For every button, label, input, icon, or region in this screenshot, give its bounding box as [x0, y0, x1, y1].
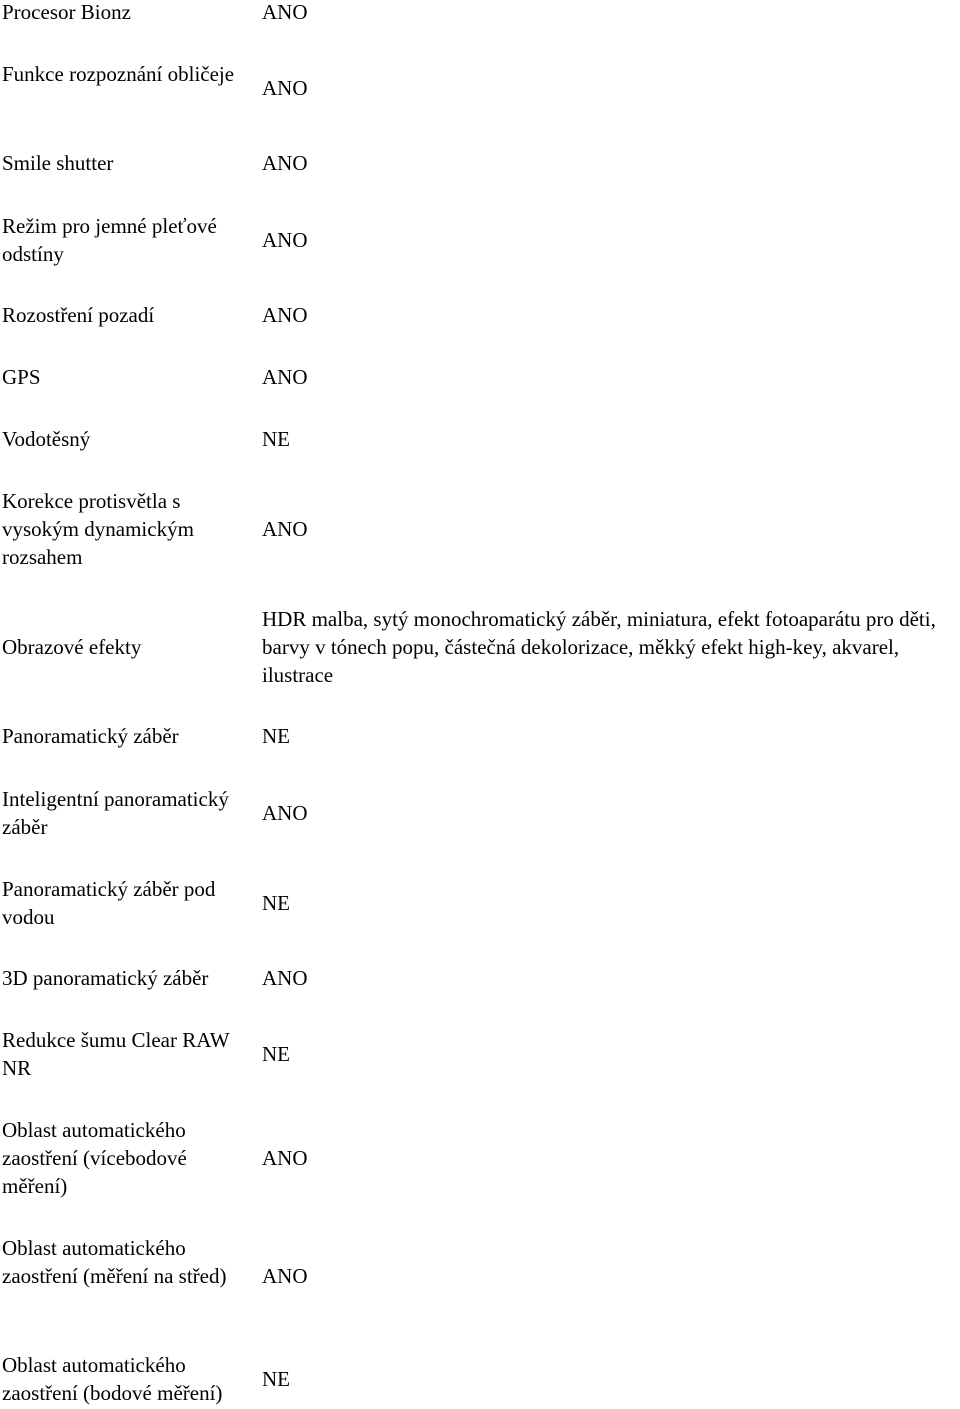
spec-row-smile-shutter: [0, 149, 960, 177]
spec-label: Inteligentní panoramatický záběr: [2, 787, 229, 839]
spec-row-picture-effects: [0, 605, 960, 689]
spec-label: GPS: [2, 365, 41, 389]
spec-row-background-defocus: [0, 301, 960, 329]
spec-value: ANO: [262, 151, 308, 175]
spec-value: ANO: [262, 801, 308, 825]
spec-value: NE: [262, 427, 290, 451]
spec-row-backlight-hdr: [0, 487, 960, 571]
spec-value: ANO: [262, 1264, 308, 1288]
spec-label: Oblast automatického zaostření (vícebodové měření): [2, 1118, 187, 1198]
spec-label: Funkce rozpoznání obličeje: [2, 62, 235, 86]
spec-label: Oblast automatického zaostření (bodové měření): [2, 1353, 223, 1405]
spec-row-gps: [0, 363, 960, 391]
spec-value: NE: [262, 724, 290, 748]
spec-value: ANO: [262, 0, 308, 24]
spec-value: NE: [262, 891, 290, 915]
spec-row-underwater-panorama: [0, 875, 960, 931]
spec-value: ANO: [262, 76, 308, 100]
spec-row-intelligent-panorama: [0, 785, 960, 841]
spec-label: Korekce protisvětla s vysokým dynamickým rozsahem: [2, 489, 194, 569]
spec-label: Vodotěsný: [2, 427, 91, 451]
spec-row-bionz: [0, 0, 960, 26]
spec-label: Rozostření pozadí: [2, 303, 155, 327]
spec-label: Procesor Bionz: [2, 0, 131, 24]
spec-label: Režim pro jemné pleťové odstíny: [2, 214, 217, 266]
spec-label: Panoramatický záběr: [2, 724, 179, 748]
spec-value: NE: [262, 1367, 290, 1391]
spec-value: ANO: [262, 517, 308, 541]
spec-label: Obrazové efekty: [2, 635, 142, 659]
spec-row-soft-skin: [0, 212, 960, 268]
spec-row-waterproof: [0, 425, 960, 453]
spec-label: Smile shutter: [2, 151, 114, 175]
spec-row-af-spot: [0, 1351, 960, 1407]
spec-value: ANO: [262, 966, 308, 990]
spec-row-af-multi: [0, 1116, 960, 1200]
spec-row-panorama: [0, 722, 960, 750]
spec-label: 3D panoramatický záběr: [2, 966, 209, 990]
spec-value: ANO: [262, 365, 308, 389]
spec-row-face-detection: [0, 60, 960, 116]
spec-value: NE: [262, 1042, 290, 1066]
spec-label: Redukce šumu Clear RAW NR: [2, 1028, 230, 1080]
spec-value: ANO: [262, 1146, 308, 1170]
spec-value: HDR malba, sytý monochromatický záběr, miniatura, efekt fotoaparátu pro děti, barvy v tónech popu, částečná dekolorizace, měkký efekt high-key, akvarel, ilustrace: [262, 607, 936, 687]
spec-row-af-center: [0, 1234, 960, 1318]
spec-row-3d-panorama: [0, 964, 960, 992]
spec-label: Oblast automatického zaostření (měření na střed): [2, 1236, 227, 1288]
spec-label: Panoramatický záběr pod vodou: [2, 877, 216, 929]
spec-row-noise-reduction: [0, 1026, 960, 1082]
spec-value: ANO: [262, 228, 308, 252]
spec-value: ANO: [262, 303, 308, 327]
